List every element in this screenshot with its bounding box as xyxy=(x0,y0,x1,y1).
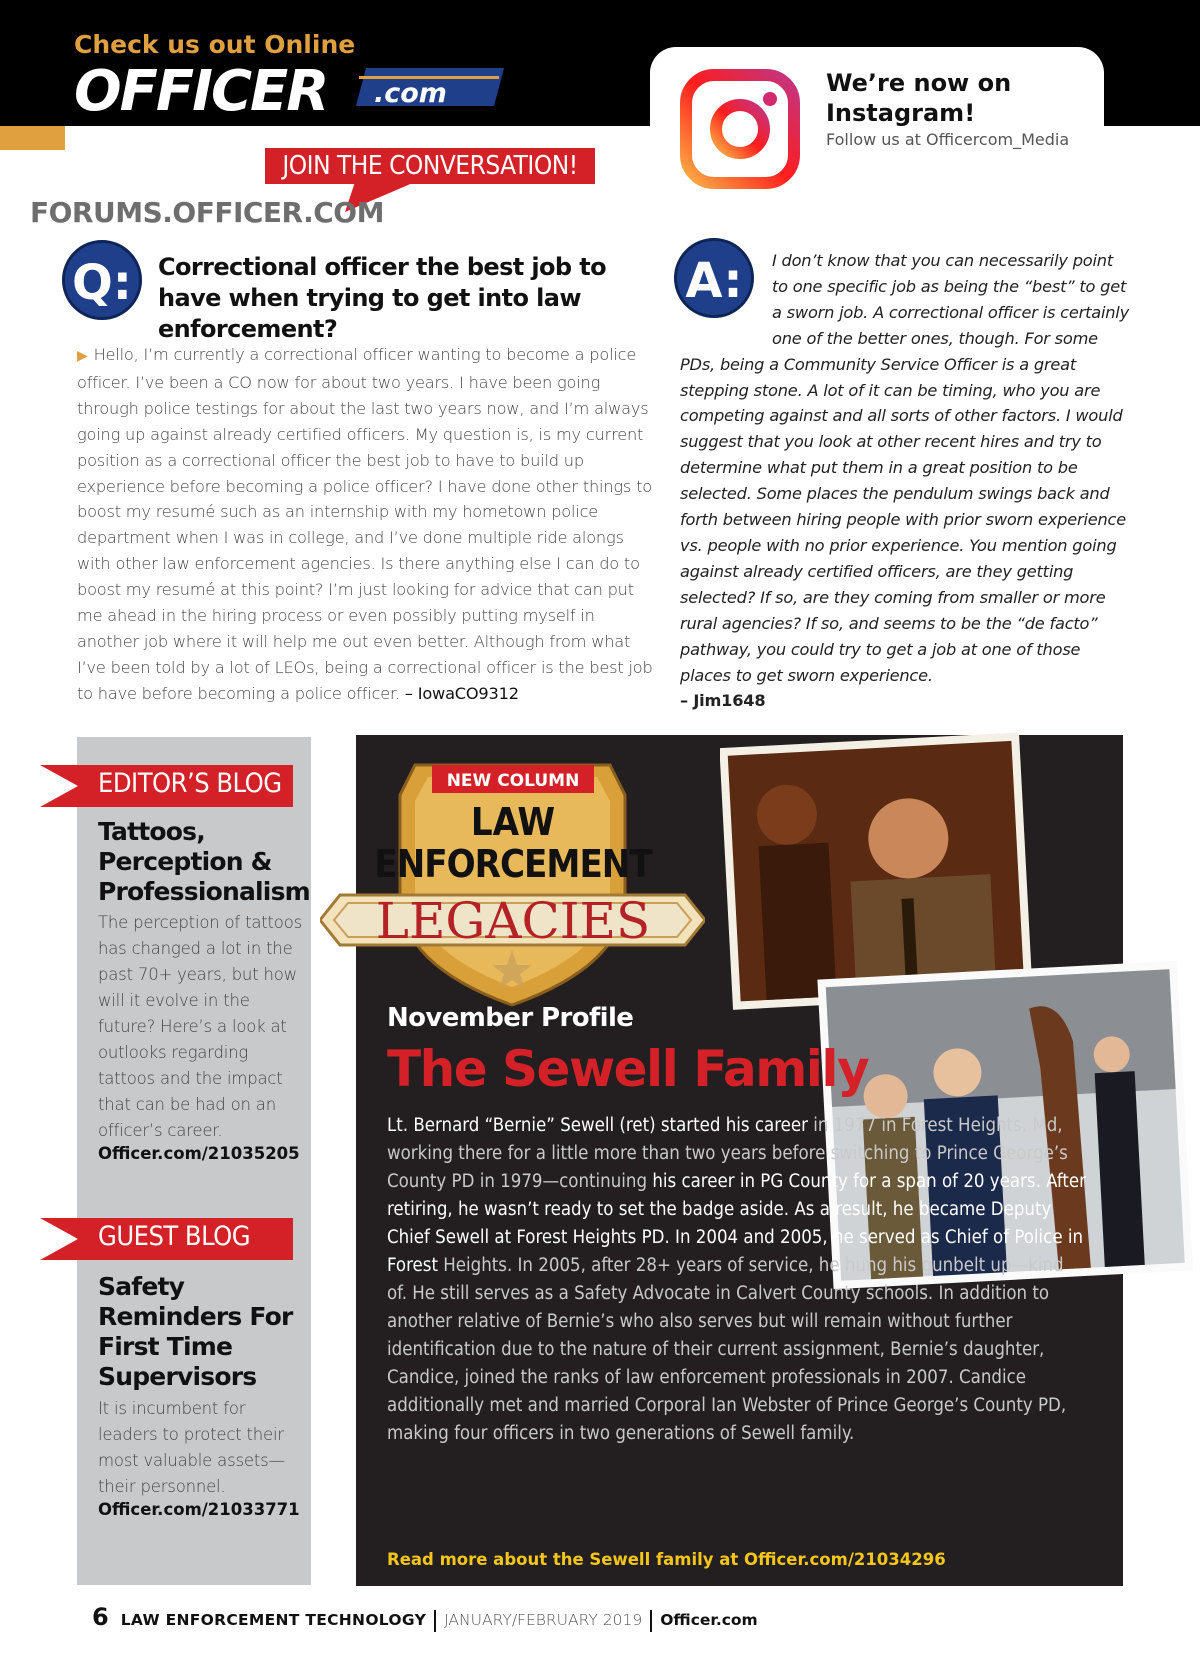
question-body xyxy=(77,342,657,707)
feature-text-2: Heights. In 2005, after 28+ years of service, he hung his gunbelt up—kind of. He still serves as a Safety Advocate in Calvert County schools. In addition to another relative of Bernie’s who also serves but will remain without further identification due to the nature of their current assignment, Bernie’s daughter, Candice, joined the ranks of law enforcement professionals in 2007. Candice additionally met and married Corporal Ian Webster of Prince George’s County PD, making four officers in two generations of Sewell family. xyxy=(387,1255,1067,1444)
footer-divider xyxy=(650,1610,652,1632)
publication-name: LAW ENFORCEMENT TECHNOLOGY xyxy=(120,1611,427,1629)
feature-body xyxy=(387,1112,1087,1448)
orange-accent-tab xyxy=(0,126,65,150)
answer-author: – Jim1648 xyxy=(680,691,766,711)
badge-legacies: LEGACIES xyxy=(375,892,651,950)
question-badge: Q: xyxy=(62,240,142,320)
instagram-handle: Follow us at Officercom_Media xyxy=(826,130,1070,149)
answer-badge: A: xyxy=(674,238,754,318)
feature-text-1: in 1977 in Forest Heights, Md, working there for a little more than two years before switching to Prince George’s County PD in 1979—continuing xyxy=(387,1115,1068,1192)
issue-date: JANUARY/FEBRUARY 2019 xyxy=(444,1611,643,1629)
editors-blog-label[interactable]: EDITOR’S BLOG xyxy=(98,768,282,799)
guest-blog-link[interactable]: Officer.com/21033771 xyxy=(98,1500,300,1519)
guest-blog-text: It is incumbent for leaders to protect their most valuable assets—their personnel. xyxy=(98,1399,285,1496)
logo-domain-text: .com xyxy=(374,78,447,109)
badge-law: LAW xyxy=(470,800,556,844)
page-footer xyxy=(92,1603,758,1632)
question-text: Hello, I’m currently a correctional officer wanting to become a police officer. I’ve been a CO now for about two years. I have been going through police testings for about the last two years now, and I’m always going up against already certified officers. My question is, is my current position as a correctional officer the best job to have to build up experience before becoming a police officer? I have done other things to boost my resumé such as an internship with my hometown police department when I was in college, and I’ve done multiple ride alongs with other law enforcement agencies. Is there anything else I can do to boost my resumé at this point? I’m just looking for advice that can put me ahead in the hiring process or even possibly putting myself in another job where it will help me out even better. Although from what I’ve been told by a lot of LEOs, being a correctional officer is the best job to have before becoming a police officer. xyxy=(77,345,653,703)
read-more-link[interactable]: Read more about the Sewell family at Officer.com/21034296 xyxy=(387,1550,946,1569)
triangle-bullet-icon: ▶ xyxy=(77,348,88,364)
answer-body xyxy=(680,248,1132,714)
question-author: – IowaCO9312 xyxy=(404,683,519,703)
footer-site-link[interactable]: Officer.com xyxy=(660,1611,758,1629)
check-online-text: Check us out Online xyxy=(74,30,356,59)
law-enforcement-legacies-badge xyxy=(320,745,705,1010)
guest-blog-label[interactable]: GUEST BLOG xyxy=(98,1221,251,1252)
feature-title: The Sewell Family xyxy=(387,1040,869,1098)
officer-com-logo[interactable] xyxy=(74,60,504,120)
logo-main-text: OFFICER xyxy=(74,60,328,120)
badge-new-column: NEW COLUMN xyxy=(446,771,580,791)
editors-blog-link[interactable]: Officer.com/21035205 xyxy=(98,1144,300,1163)
badge-enforcement: ENFORCEMENT xyxy=(374,842,652,886)
feature-highlight-text: his career in PG County for a span of 20 years. After retiring, he wasn’t ready to set the badge aside. As a result, he became Deputy Chief Sewell at Forest Heights PD. In 2004 and 2005, he served as Chief of Police in Forest xyxy=(387,1171,1087,1276)
instagram-icon[interactable] xyxy=(680,69,800,189)
page-number: 6 xyxy=(92,1603,109,1631)
footer-divider xyxy=(434,1610,436,1632)
editors-blog-text: The perception of tattoos has changed a lot in the past 70+ years, but how will it evolve in the future? Here’s a look at outlooks regarding tattoos and the impact that can be had on an officer’s career. xyxy=(98,913,302,1140)
instagram-title: We’re now on Instagram! xyxy=(826,69,1012,127)
answer-text: I don’t know that you can necessarily point to one specific job as being the “best” to get a sworn job. A correctional officer is certainly one of the better ones, though. For some PDs, being a Community Service Officer is a great stepping stone. A lot of it can be timing, who you are competing against and all sorts of other factors. I would suggest that you look at other recent hires and try to determine what put them in a great position to be selected. Some places the pendulum swings back and forth between hiring people with prior sworn experience vs. people with no prior experience. You mention going against already certified officers, are they getting selected? If so, are they coming from smaller or more rural agencies? If so, and seems to be the “de facto” pathway, you could try to get a job at one of those places to get sworn experience. xyxy=(680,251,1129,685)
guest-blog-title[interactable]: Safety Reminders For First Time Supervisors xyxy=(98,1272,293,1391)
question-title: Correctional officer the best job to have when trying to get into law enforcement? xyxy=(158,253,606,343)
forums-link[interactable]: FORUMS.OFFICER.COM xyxy=(30,196,384,229)
editors-blog-title[interactable]: Tattoos, Perception & Professionalism xyxy=(98,817,310,906)
feature-lead-text: Lt. Bernard “Bernie” Sewell (ret) started his career xyxy=(387,1115,808,1136)
join-conversation-banner[interactable]: JOIN THE CONVERSATION! xyxy=(265,148,595,184)
profile-label: November Profile xyxy=(387,1003,634,1033)
